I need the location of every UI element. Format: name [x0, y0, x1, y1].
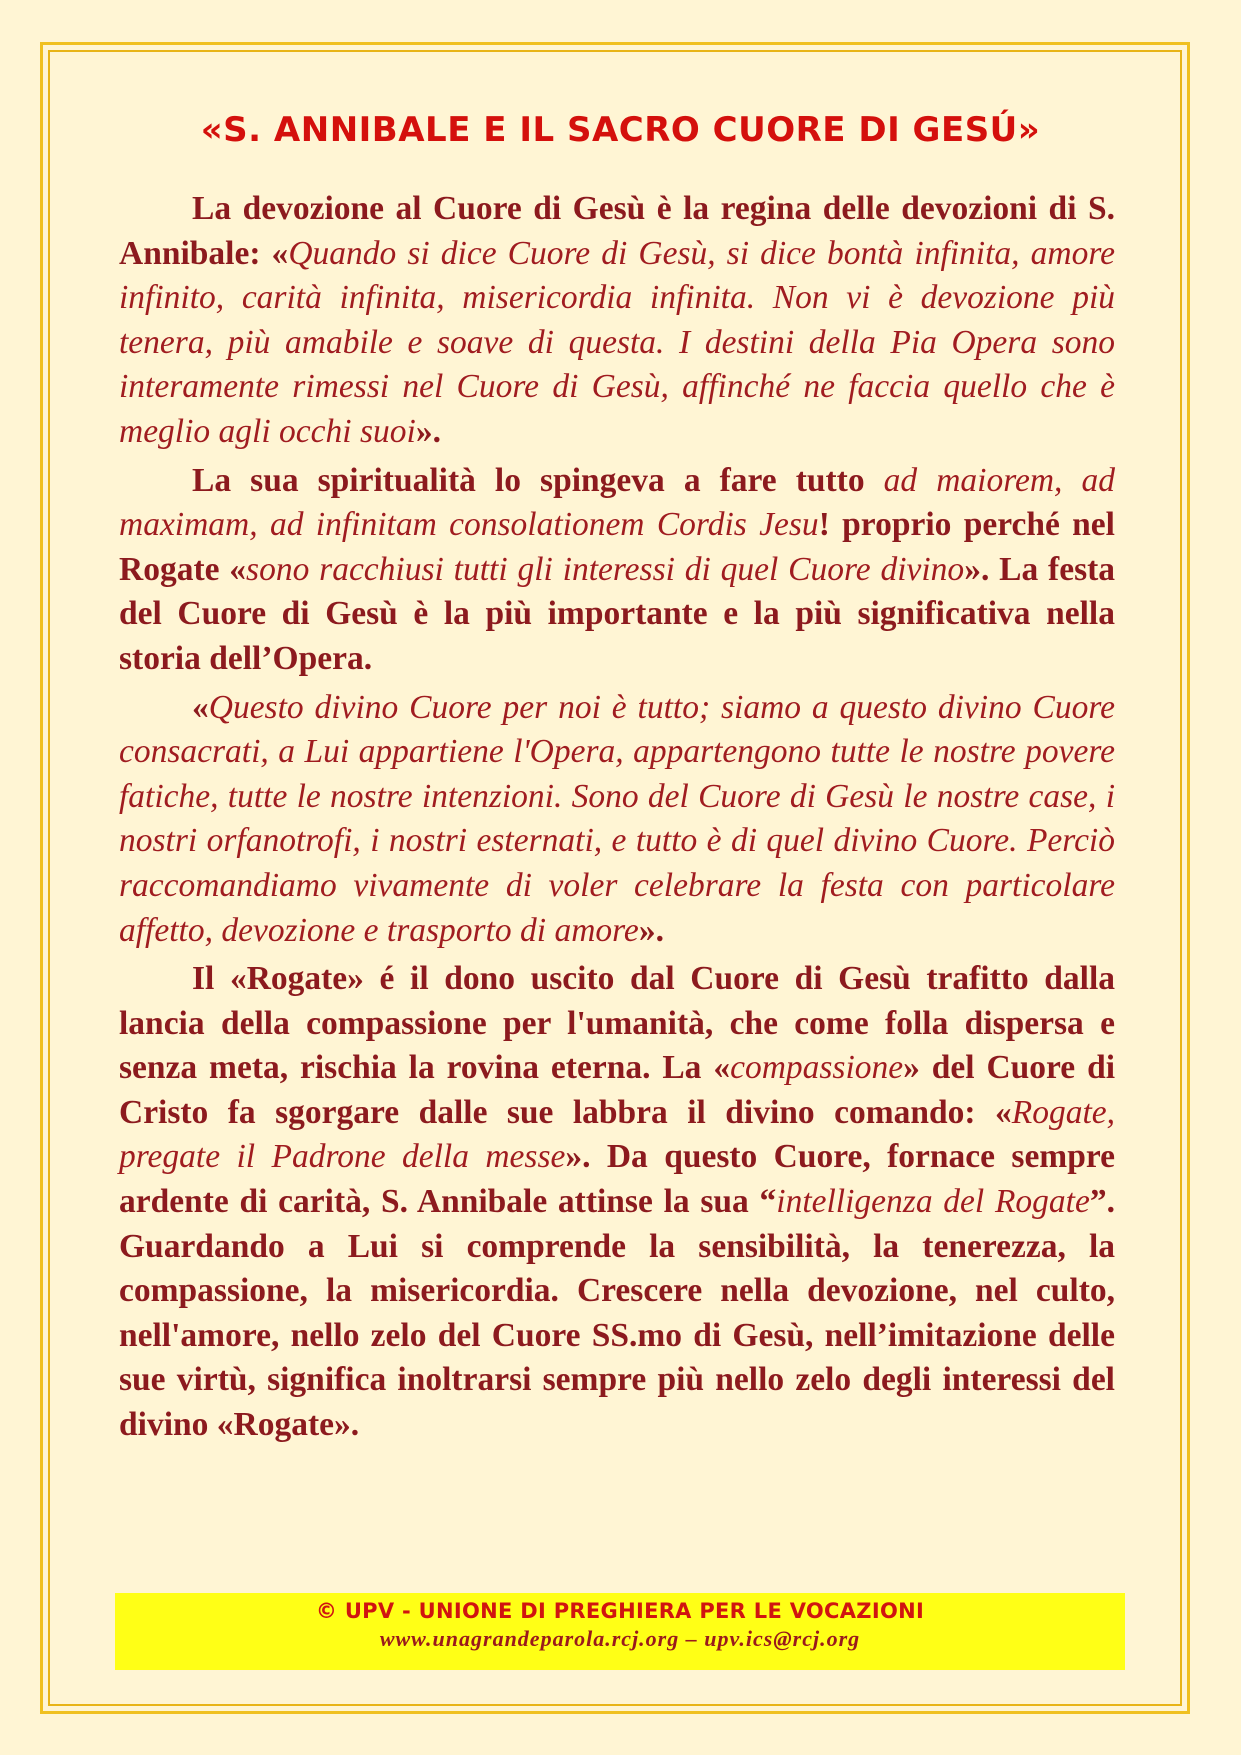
text-run: La sua spiritualità lo spingeva a fare tutto: [192, 461, 884, 499]
italic-quote: Rogate, pregate il Padrone della messe: [119, 1093, 1115, 1176]
italic-quote: sono racchiusi tutti gli interessi di quel Cuore divino: [246, 550, 965, 588]
italic-quote: ad maiorem, ad maximam, ad infinitam consolationem Cordis Jesu: [119, 461, 1115, 544]
text-run: ».: [638, 911, 664, 949]
paragraph: [119, 957, 1115, 1448]
italic-quote: Questo divino Cuore per noi è tutto; siamo a questo divino Cuore consacrati, a Lui appartiene l'Opera, appartengono tutte le nostre povere fatiche, tutte le nostre intenzioni. Sono del Cuore di Gesù le nostre case, i nostri orfanotrofi, i nostri esternati, e tutto è di quel divino Cuore. Perciò raccomandiamo vivamente di voler celebrare la festa con particolare affetto, devozione e trasporto di amore: [119, 688, 1115, 949]
text-run: » del Cuore di Cristo fa sgorgare dalle sue labbra il divino comando: «: [119, 1049, 1116, 1131]
text-run: Il «Rogate» é il dono uscito dal Cuore di Gesù trafitto dalla lancia della compassione per l'umanità, che come folla dispersa e senza meta, rischia la rovina eterna. La «: [119, 960, 1115, 1087]
italic-quote: Quando si dice Cuore di Gesù, si dice bontà infinita, amore infinito, carità infinita, misericordia infinita. Non vi è devozione più tenera, più amabile e soave di questa. I destini della Pia Opera sono interamente rimessi nel Cuore di Gesù, affinché ne faccia quello che è meglio agli occhi suoi: [119, 234, 1115, 450]
italic-quote: compassione: [730, 1049, 904, 1087]
text-run: ». Da questo Cuore, fornace sempre ardente di carità, S. Annibale attinse la sua “: [119, 1138, 1115, 1221]
paragraph: [119, 459, 1115, 682]
contact-line: www.unagrandeparola.rcj.org – upv.ics@rcj.org: [379, 1626, 861, 1651]
page-title: «S. ANNIBALE E IL SACRO CUORE DI GESÚ»: [200, 110, 1041, 150]
text-run: ». La festa del Cuore di Gesù è la più importante e la più significativa nella storia dell’Opera.: [119, 550, 1116, 677]
paragraph: [119, 686, 1115, 954]
text-run: La devozione al Cuore di Gesù è la regina delle devozioni di S. Annibale: «: [119, 190, 1115, 272]
copyright-line: © UPV - UNIONE DI PREGHIERA PER LE VOCAZIONI: [315, 1599, 925, 1623]
text-run: ».: [415, 412, 441, 450]
text-run: ! proprio perché nel Rogate «: [119, 506, 1115, 588]
body-text: [119, 187, 1115, 1452]
italic-quote: intelligenza del Rogate: [776, 1183, 1090, 1221]
paragraph: [119, 187, 1115, 455]
text-run: «: [192, 688, 209, 726]
text-run: ”. Guardando a Lui si comprende la sensibilità, la tenerezza, la compassione, la misericordia. Crescere nella devozione, nel culto, nell'amore, nello zelo del Cuore SS.mo di Gesù, nell’imitazione delle sue virtù, significa inoltrarsi sempre più nello zelo degli interessi del divino «Rogate».: [119, 1183, 1115, 1444]
footer-banner: [115, 1593, 1125, 1670]
